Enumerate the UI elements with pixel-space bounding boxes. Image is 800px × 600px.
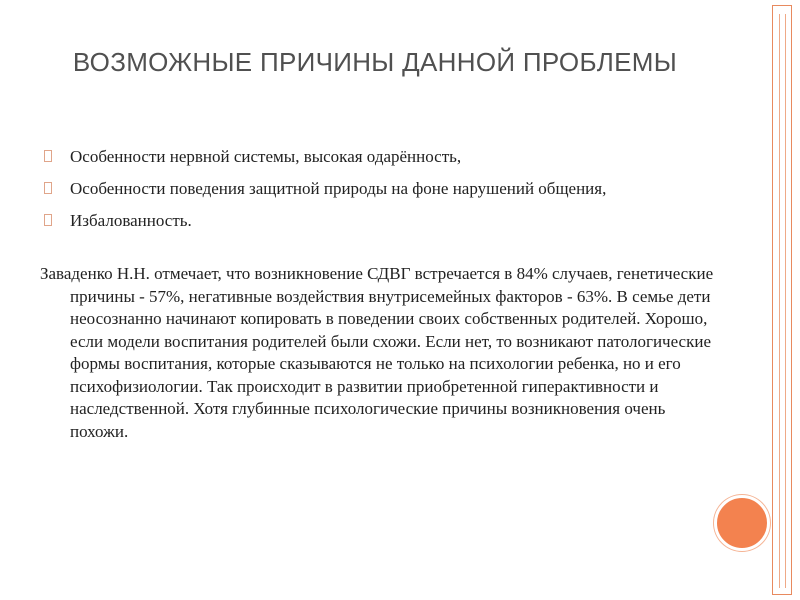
body-paragraph: Заваденко Н.Н. отмечает, что возникновение СДВГ встречается в 84% случаев, генетические причины - 57%, негативные воздействия внутрисемейных факторов - 63%. В семье дети неосознанно начинают копировать в поведении своих собственных родителей. Хорошо, если модели воспитания родителей были схожи. Если нет, то возникают патологические формы воспитания, которые сказываются не только на психологии ребенка, но и его психофизиологии. Так происходит в развитии приобретенной гиперактивности и наследственной. Хотя глубинные психологические причины возникновения очень похожи. xyxy=(40,264,714,441)
accent-circle xyxy=(714,495,770,551)
bullet-item xyxy=(44,178,694,199)
bullet-text: Избалованность. xyxy=(70,211,192,230)
bullet-text: Особенности нервной системы, высокая одарённость, xyxy=(70,147,462,166)
bullet-marker-icon xyxy=(44,182,52,194)
bullet-marker-icon xyxy=(44,214,52,226)
bullet-text: Особенности поведения защитной природы на фоне нарушений общения, xyxy=(70,179,607,198)
bullet-item xyxy=(44,146,694,167)
decorative-frame-inner xyxy=(779,14,786,588)
slide-title: ВОЗМОЖНЫЕ ПРИЧИНЫ ДАННОЙ ПРОБЛЕМЫ xyxy=(72,47,678,77)
bullet-marker-icon xyxy=(44,150,52,162)
bullet-item xyxy=(44,210,694,231)
bullet-list xyxy=(44,146,694,242)
